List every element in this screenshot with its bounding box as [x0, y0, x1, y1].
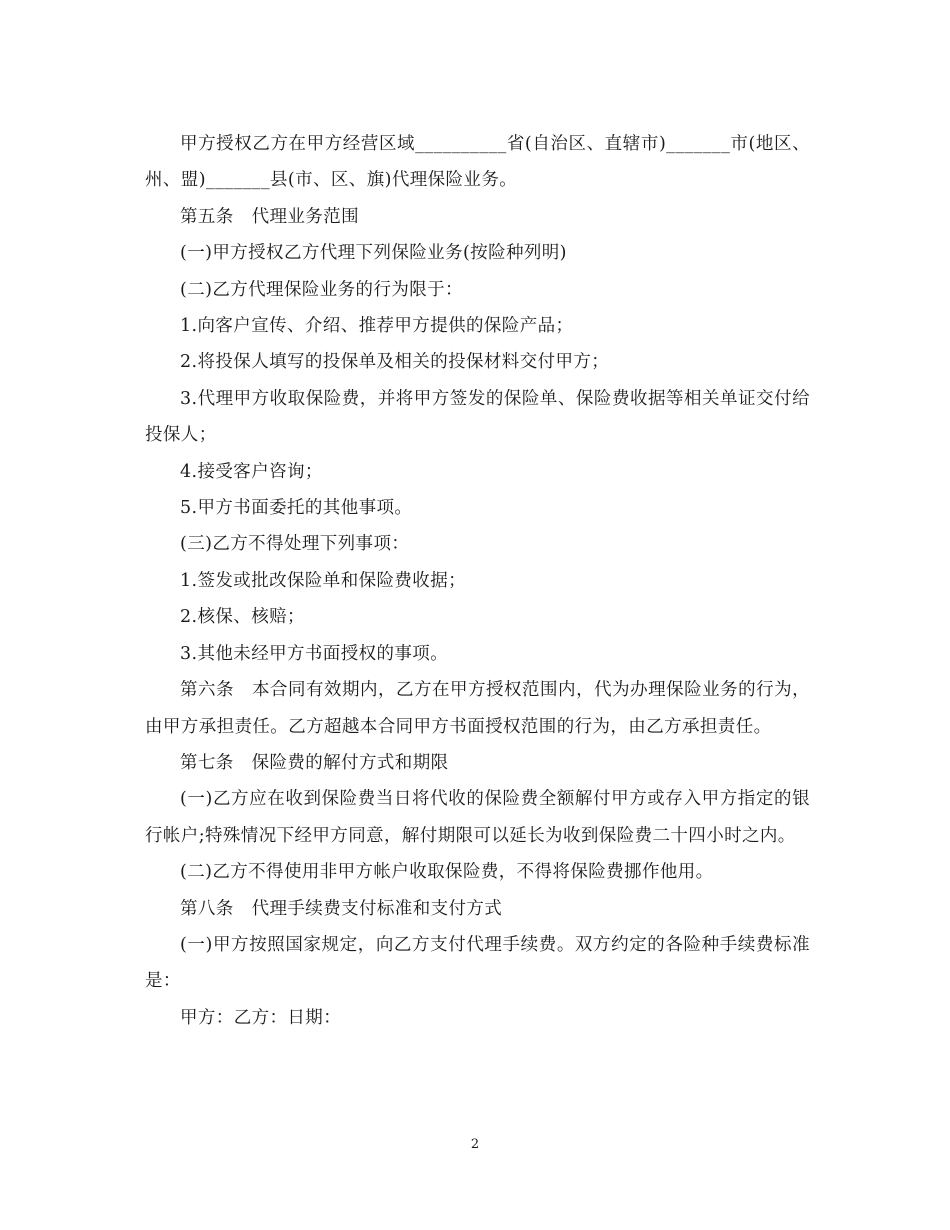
list-item-5-2-4: 4.接受客户咨询； [180, 461, 323, 482]
list-item-5-3-3: 3.其他未经甲方书面授权的事项。 [180, 643, 449, 664]
article-5-heading: 第五条 代理业务范围 [180, 206, 359, 227]
signature-line: 甲方：乙方：日期： [180, 1007, 342, 1028]
list-item-5-2-2: 2.将投保人填写的投保单及相关的投保材料交付甲方； [180, 352, 610, 373]
list-item-5-3-2: 2.核保、核赔； [180, 607, 305, 628]
list-item-5-2-3: 3.代理甲方收取保险费，并将甲方签发的保险单、保险费收据等相关单证交付给投保人； [145, 388, 810, 446]
list-item-5-3-1: 1.签发或批改保险单和保险费收据； [180, 570, 466, 591]
article-7-heading: 第七条 保险费的解付方式和期限 [180, 752, 449, 773]
page-number: 2 [470, 1137, 480, 1152]
document-body [145, 126, 810, 1036]
article-8-heading: 第八条 代理手续费支付标准和支付方式 [180, 898, 503, 919]
article-6: 第六条 本合同有效期内，乙方在甲方授权范围内，代为办理保险业务的行为，由甲方承担责任。乙方超越本合同甲方书面授权范围的行为，由乙方承担责任。 [145, 680, 810, 737]
paragraph-5-3: (三)乙方不得处理下列事项： [180, 534, 410, 555]
paragraph-7-2: (二)乙方不得使用非甲方帐户收取保险费，不得将保险费挪作他用。 [180, 862, 714, 883]
paragraph-8-1: (一)甲方按照国家规定，向乙方支付代理手续费。双方约定的各险种手续费标准是： [145, 934, 810, 992]
list-item-5-2-5: 5.甲方书面委托的其他事项。 [180, 498, 413, 519]
paragraph-7-1: (一)乙方应在收到保险费当日将代收的保险费全额解付甲方或存入甲方指定的银行帐户;特殊情况下经甲方同意，解付期限可以延长为收到保险费二十四小时之内。 [145, 789, 810, 846]
list-item-5-2-1: 1.向客户宣传、介绍、推荐甲方提供的保险产品； [180, 316, 574, 337]
paragraph-5-1: (一)甲方授权乙方代理下列保险业务(按险种列明) [180, 243, 567, 264]
paragraph-authorized-region: 甲方授权乙方在甲方经营区域__________省(自治区、直辖市)_______市(地区、州、盟)_______县(市、区、旗)代理保险业务。 [145, 134, 810, 191]
paragraph-5-2: (二)乙方代理保险业务的行为限于： [180, 279, 463, 300]
